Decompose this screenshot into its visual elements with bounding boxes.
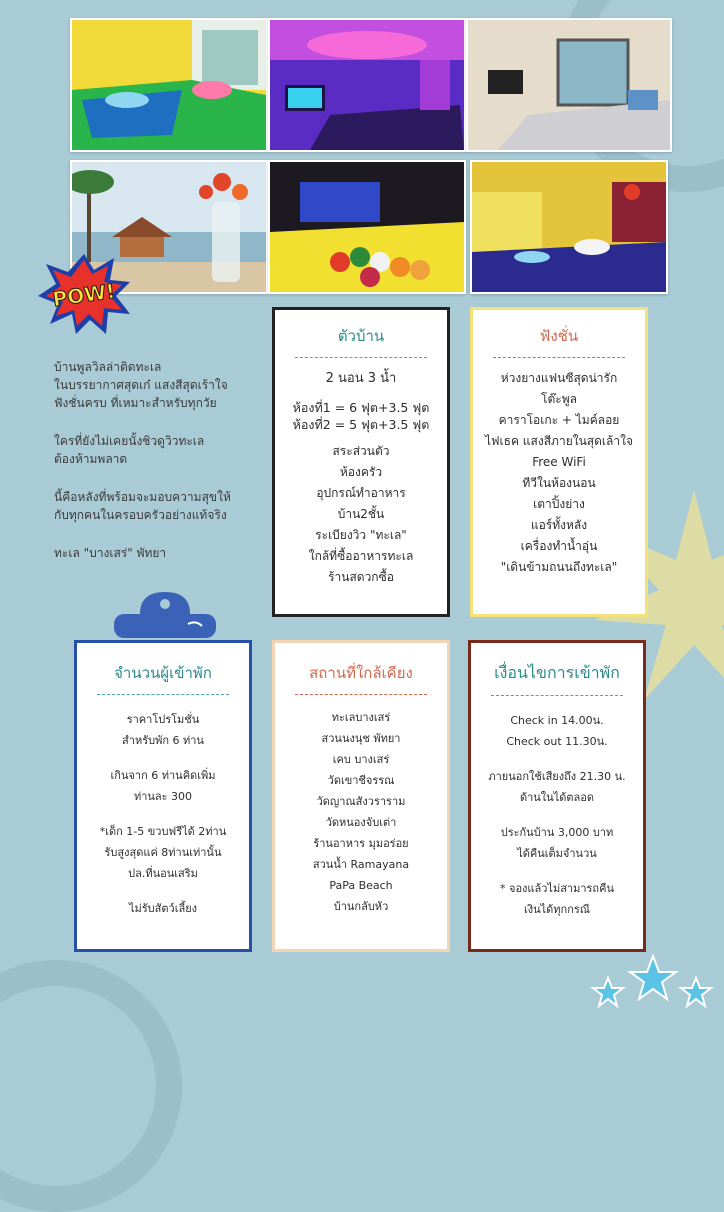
features-card-body bbox=[473, 368, 645, 578]
photo-neon-living-room bbox=[268, 18, 466, 152]
pow-sticker bbox=[36, 252, 132, 336]
house-line: ห้องที่1 = 6 ฟุต+3.5 ฟุต ห้องที่2 = 5 ฟุต+3.5 ฟุต bbox=[292, 400, 430, 432]
house-card bbox=[272, 307, 450, 617]
nearby-line: สวนน้ำ Ramayana bbox=[312, 858, 410, 871]
photo-pool-yellow bbox=[70, 18, 268, 152]
guest-line: ราคาโปรโมชั่น สำหรับพัก 6 ท่าน bbox=[122, 713, 204, 747]
house-line: ระเบียงวิว "ทะเล" bbox=[315, 528, 407, 542]
nearby-line: ทะเลบางเสร่ bbox=[331, 711, 391, 724]
conditions-card bbox=[468, 640, 646, 952]
intro-paragraph-4: ทะเล "บางเสร่" พัทยา bbox=[54, 546, 167, 560]
house-line: ร้านสดวกซื้อ bbox=[328, 570, 394, 584]
guest-line: เกินจาก 6 ท่านคิดเพิ่ม ท่านละ 300 bbox=[110, 769, 216, 803]
feature-line: ไฟเธค แสงสีภายในสุดเล้าใจ bbox=[485, 434, 633, 448]
background-arc-bottom bbox=[0, 960, 182, 1212]
house-line: ใกล้ที่ซื้ออาหารทะเล bbox=[308, 549, 414, 563]
feature-line: "เดินข้ามถนนถึงทะเล" bbox=[500, 560, 618, 574]
house-line bbox=[275, 433, 447, 441]
nearby-card bbox=[272, 640, 450, 952]
feature-line: ห่วงยางแฟนซีสุดน่ารัก bbox=[500, 371, 618, 385]
guest-line: *เด็ก 1-5 ขวบฟรีได้ 2ท่าน รับสูงสุดแค่ 8ท่านเท่านั้น ปล.ที่นอนเสริม bbox=[99, 825, 227, 880]
guest-line bbox=[77, 807, 249, 821]
nearby-line: PaPa Beach bbox=[329, 879, 393, 892]
house-line bbox=[275, 389, 447, 399]
nearby-card-title: สถานที่ใกล้เคียง bbox=[295, 661, 427, 695]
feature-line: แอร์ทั้งหลัง bbox=[530, 518, 588, 532]
intro-paragraph-2: ใครที่ยังไม่เคยนั้งชิวดูวิวทะเล ต้องห้ามพลาด bbox=[54, 434, 205, 466]
condition-line: Check in 14.00น. Check out 11.30น. bbox=[506, 714, 608, 748]
feature-line: เครื่องทำน้ำอุ่น bbox=[520, 539, 598, 553]
nearby-line: เคบ บางเสร่ bbox=[332, 753, 390, 766]
intro-paragraph-3: นี้คือหลังที่พร้อมจะมอบความสุขให้ กับทุกคนในครอบครัวอย่างแท้จริง bbox=[54, 490, 231, 522]
house-line: อุปกรณ์ทำอาหาร bbox=[316, 486, 406, 500]
feature-line: เตาปิ้งย่าง bbox=[533, 497, 585, 511]
condition-line bbox=[471, 864, 643, 878]
guests-card bbox=[74, 640, 252, 952]
features-card bbox=[470, 307, 648, 617]
nearby-line: วัดหนองจับเต่า bbox=[325, 816, 397, 829]
house-line: ห้องครัว bbox=[339, 465, 383, 479]
nearby-line: วัดญาณสังวราราม bbox=[316, 795, 406, 808]
clipboard-clip-icon bbox=[110, 584, 220, 644]
conditions-card-title: เงื่อนไขการเข้าพัก bbox=[491, 661, 623, 696]
nearby-line: ร้านอาหาร มุมอร่อย bbox=[313, 837, 409, 850]
nearby-line: วัดเขาชีจรรณ bbox=[327, 774, 395, 787]
guests-card-body bbox=[77, 709, 249, 919]
svg-text:POW!: POW! bbox=[51, 278, 117, 312]
photo-bedroom bbox=[466, 18, 672, 152]
house-card-body bbox=[275, 368, 447, 588]
house-line: สระส่วนตัว bbox=[332, 444, 390, 458]
nearby-card-body bbox=[275, 707, 447, 917]
guest-line: ไม่รับสัตว์เลี้ยง bbox=[128, 902, 198, 915]
condition-line: ภายนอกใช้เสียงถึง 21.30 น. ด้านในได้ตลอด bbox=[488, 770, 626, 804]
photo-pool-night bbox=[470, 160, 668, 294]
guest-line bbox=[77, 884, 249, 898]
photo-pool-table bbox=[268, 160, 466, 294]
feature-line: โต๊ะพูล bbox=[541, 392, 577, 406]
guest-line bbox=[77, 751, 249, 765]
intro-paragraph-1: บ้านพูลวิลล่าติดทะเล ในบรรยากาศสุดเก๋ แสงสีสุดเร้าใจ ฟังชั่นครบ ที่เหมาะสำหรับทุกวัย bbox=[54, 360, 228, 410]
feature-line: ทีวีในห้องนอน bbox=[522, 476, 596, 490]
feature-line: Free WiFi bbox=[532, 455, 586, 469]
condition-line: * จองแล้วไม่สามารถคืน เงินได้ทุกกรณี bbox=[500, 882, 614, 916]
nearby-line: สวนนงนุช พัทยา bbox=[321, 732, 401, 745]
nearby-line: บ้านกลับหัว bbox=[333, 900, 389, 913]
stars-decoration-icon bbox=[588, 950, 718, 1010]
condition-line bbox=[471, 752, 643, 766]
feature-line: คาราโอเกะ + ไมค์ลอย bbox=[498, 413, 620, 427]
guests-card-title: จำนวนผู้เข้าพัก bbox=[97, 661, 229, 695]
condition-line bbox=[471, 808, 643, 822]
features-card-title: ฟังชั่น bbox=[493, 324, 625, 358]
condition-line: ประกันบ้าน 3,000 บาท ได้คืนเต็มจำนวน bbox=[500, 826, 614, 860]
intro-text bbox=[54, 358, 264, 582]
house-card-title: ตัวบ้าน bbox=[295, 324, 427, 358]
house-line: 2 นอน 3 น้ำ bbox=[325, 371, 397, 386]
house-line: บ้าน2ชั้น bbox=[337, 507, 385, 521]
conditions-card-body bbox=[471, 710, 643, 920]
